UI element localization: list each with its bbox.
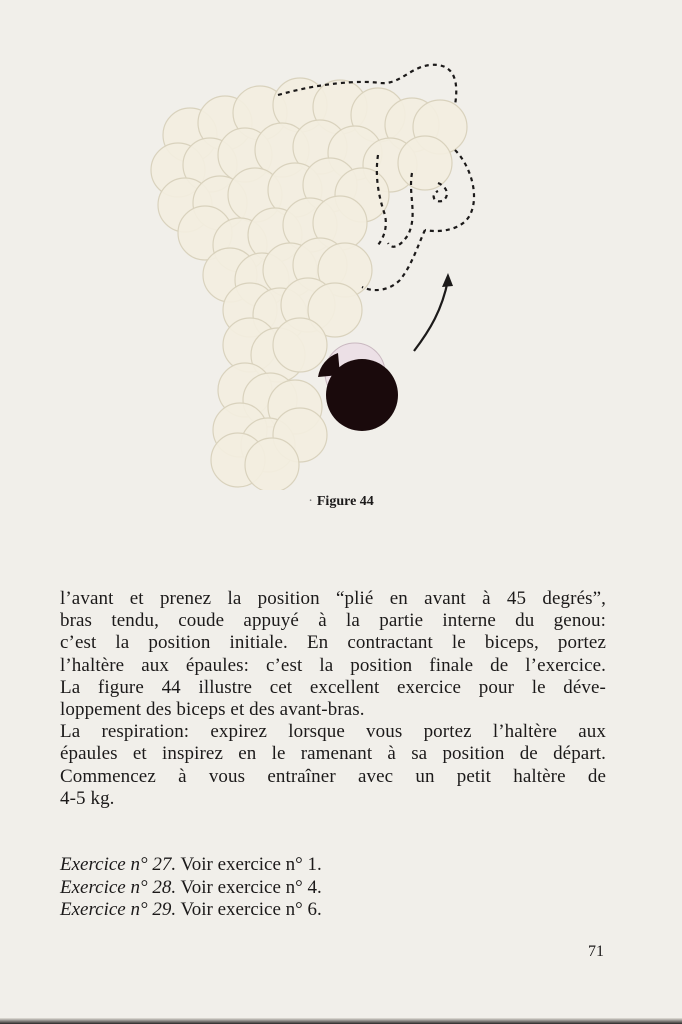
dumbbell-icon <box>318 343 398 431</box>
body-line: épaules et inspirez en le ramenant à sa position de départ. <box>60 743 606 765</box>
exercise-label: Exercice n° 28. <box>60 876 177 898</box>
caption-dot: · <box>308 494 313 509</box>
exercise-item <box>60 854 322 877</box>
body-discs <box>151 78 467 490</box>
exercise-list <box>60 854 322 922</box>
exercise-text: Voir exercice n° 1. <box>176 854 322 875</box>
body-line: La figure 44 illustre cet excellent exercice pour le déve- <box>60 676 606 698</box>
body-line: loppement des biceps et des avant-bras. <box>60 699 365 721</box>
figure-caption-text: Figure 44 <box>316 494 374 509</box>
page-number: 71 <box>588 943 604 960</box>
exercise-item <box>60 899 322 922</box>
figure-caption <box>0 494 682 510</box>
exercise-text: Voir exercice n° 4. <box>176 876 322 898</box>
paper-disc <box>398 136 452 190</box>
body-line: l’avant et prenez la position “plié en avant à 45 degrés”, <box>60 588 606 609</box>
body-line: 4-5 kg. <box>60 787 115 809</box>
body-line: bras tendu, coude appuyé à la partie interne du genou: <box>60 610 606 632</box>
body-line: La respiration: expirez lorsque vous portez l’haltère aux <box>60 721 606 743</box>
body-line: c’est la position initiale. En contractant le biceps, portez <box>60 632 606 654</box>
page-edge <box>0 1018 682 1024</box>
body-paragraph <box>60 588 606 810</box>
paper-disc <box>245 438 299 490</box>
figure-illustration <box>150 55 500 490</box>
arrow-up-icon <box>414 273 453 351</box>
body-line: Commencez à vous entraîner avec un petit haltère de <box>60 765 606 787</box>
paper-disc <box>273 318 327 372</box>
exercise-label: Exercice n° 29. <box>60 899 177 920</box>
exercise-label: Exercice n° 27. <box>60 854 177 875</box>
exercise-text: Voir exercice n° 6. <box>176 899 322 920</box>
dumbbell-plate-dark <box>326 359 398 431</box>
exercise-item <box>60 877 322 900</box>
body-line: l’haltère aux épaules: c’est la position finale de l’exercice. <box>60 654 606 676</box>
